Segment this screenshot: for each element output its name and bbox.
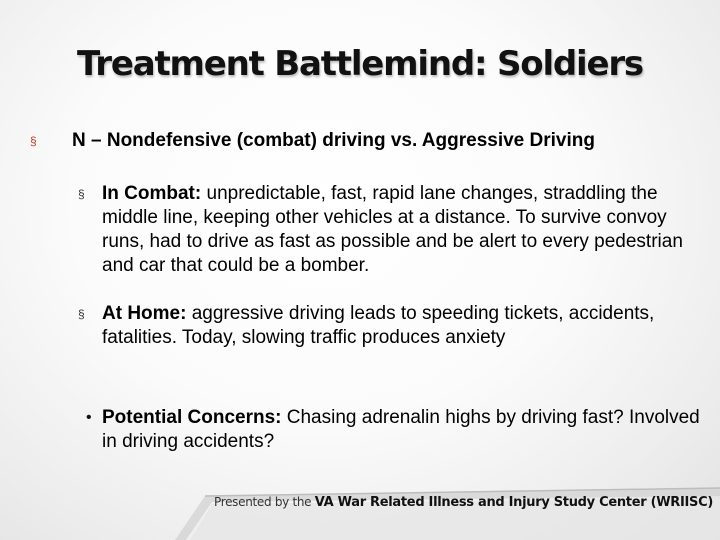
- bullet-marker-square: §: [30, 134, 37, 148]
- bullet-nondefensive-driving: [72, 129, 692, 153]
- sub-bullet-at-home: [102, 302, 662, 350]
- bullet-marker-dot: •: [86, 409, 92, 426]
- footer-organization: VA War Related Illness and Injury Study Center (WRIISC): [314, 495, 713, 510]
- bullet-label: Potential Concerns:: [102, 407, 282, 428]
- slide-title: Treatment Battlemind: Soldiers: [77, 44, 643, 84]
- sub-bullet-in-combat: [102, 182, 702, 278]
- sub-bullet-label: In Combat:: [102, 183, 202, 204]
- sub-bullet-label: At Home:: [102, 303, 187, 324]
- bullet-potential-concerns: [102, 406, 702, 454]
- sub-bullet-text: aggressive driving leads to speeding tickets, accidents, fatalities. Today, slowing traffic produces anxiety: [102, 303, 655, 348]
- sub-bullet-marker: §: [78, 307, 85, 321]
- bullet-text: Chasing adrenalin highs by driving fast? Involved in driving accidents?: [102, 407, 700, 452]
- sub-bullet-text: unpredictable, fast, rapid lane changes, straddling the middle line, keeping other vehicles at a distance. To survive convoy runs, had to drive as fast as possible and be alert to every pedestrian and car that could be a bomber.: [102, 183, 683, 276]
- footer-prefix: Presented by the: [214, 495, 315, 509]
- bullet-text: N – Nondefensive (combat) driving vs. Aggressive Driving: [72, 130, 595, 151]
- sub-bullet-marker: §: [78, 187, 85, 201]
- footer-credit: [214, 495, 713, 510]
